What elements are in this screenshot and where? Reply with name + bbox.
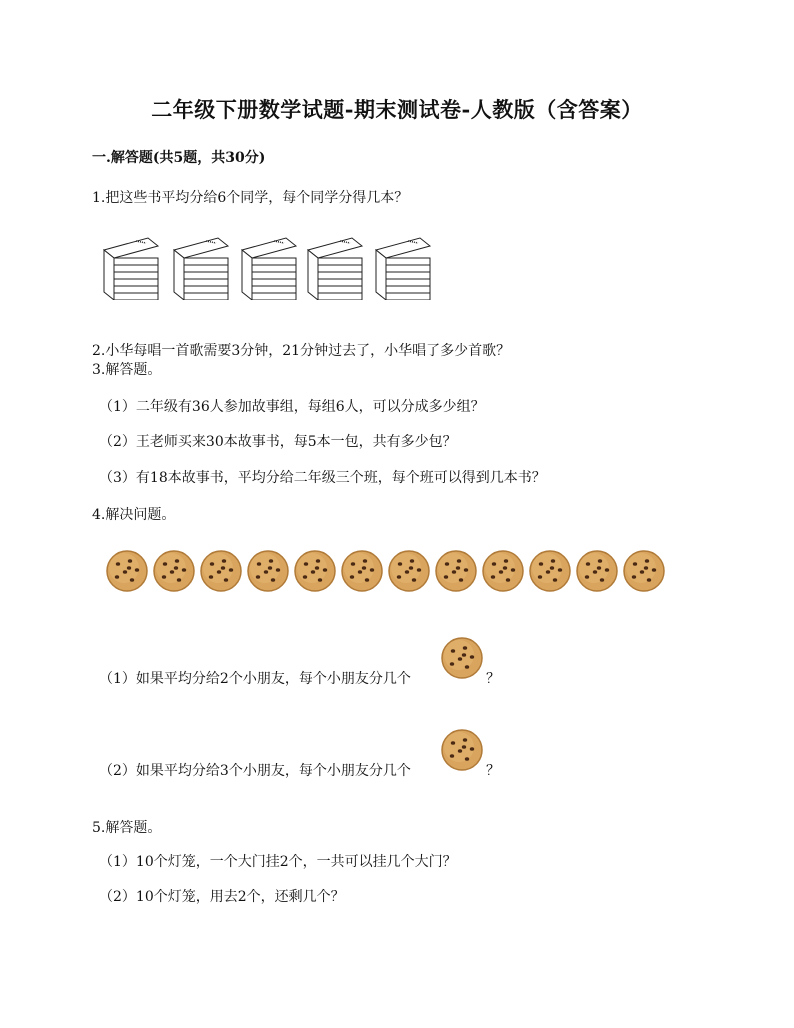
section-heading: 一.解答题(共5题，共30分) [92,150,266,166]
book-stacks [100,218,445,300]
cookie-icon [530,551,570,591]
book-stack-icon [174,238,228,300]
question-3-head: 3.解答题。 [92,362,162,378]
question-4-item-1-text: （1）如果平均分给2个小朋友，每个小朋友分几个 [99,671,411,687]
cookie-icon [577,551,617,591]
question-3-item-1: （1）二年级有36人参加故事组，每组6人，可以分成多少组？ [99,399,485,415]
cookie-icon [295,551,335,591]
question-4-head: 4.解决问题。 [92,507,176,523]
question-5-head: 5.解答题。 [92,820,162,836]
question-5-item-2: （2）10个灯笼，用去2个，还剩几个？ [99,889,345,905]
question-3-item-3: （3）有18本故事书，平均分给二年级三个班，每个班可以得到几本书？ [99,470,546,486]
cookie-icon [342,551,382,591]
cookie-icon [440,636,484,680]
question-3-item-2: （2）王老师买来30本故事书，每5本一包，共有多少包？ [99,434,457,450]
cookie-icon [389,551,429,591]
question-4-item-2-text: （2）如果平均分给3个小朋友，每个小朋友分几个 [99,763,411,779]
book-stack-icon [104,238,158,300]
cookie-icon [624,551,664,591]
cookie-row [104,548,674,594]
book-stack-icon [376,238,430,300]
cookie-icon [440,728,484,772]
question-4-item-1 [99,668,411,688]
cookie-icon [483,551,523,591]
cookie-icon [436,551,476,591]
cookie-icon [154,551,194,591]
question-1: 1.把这些书平均分给6个同学，每个同学分得几本？ [92,190,409,206]
cookie-icon [248,551,288,591]
book-stack-icon [242,238,296,300]
cookie-icon [107,551,147,591]
page-title: 二年级下册数学试题-期末测试卷-人教版（含答案） [151,97,643,122]
question-4-item-2 [99,760,411,780]
question-5-item-1: （1）10个灯笼，一个大门挂2个，一共可以挂几个大门？ [99,854,457,870]
question-2: 2.小华每唱一首歌需要3分钟，21分钟过去了，小华唱了多少首歌？ [92,343,511,359]
cookie-icon [201,551,241,591]
question-4-item-1-end: ？ [486,671,500,687]
question-4-item-2-end: ？ [486,763,500,779]
book-stack-icon [308,238,362,300]
